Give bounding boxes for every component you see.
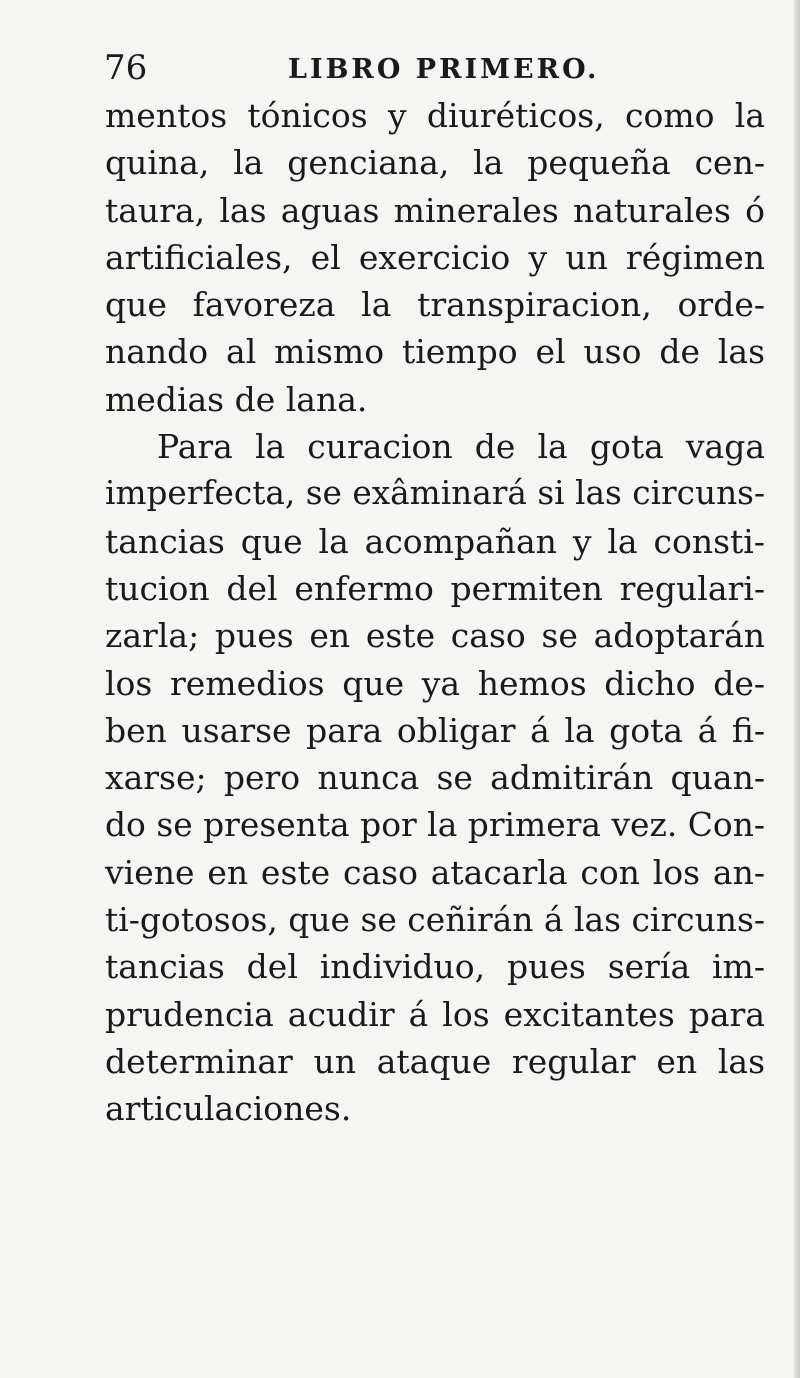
page-edge bbox=[794, 0, 800, 1378]
text-line: xarse; pero nunca se admitirán quan- bbox=[105, 758, 765, 798]
text-line: tancias del individuo, pues sería im- bbox=[105, 947, 765, 987]
text-line: artificiales, el exercicio y un régimen bbox=[105, 237, 765, 277]
paragraph-end-line: articulaciones. bbox=[105, 1089, 352, 1129]
text-line: zarla; pues en este caso se adoptarán bbox=[105, 616, 765, 656]
text-line: do se presenta por la primera vez. Con- bbox=[105, 805, 765, 845]
page-header bbox=[104, 46, 704, 90]
paragraph-end-line: medias de lana. bbox=[105, 379, 368, 419]
text-line: tancias que la acompañan y la consti- bbox=[105, 521, 765, 561]
text-line: taura, las aguas minerales naturales ó bbox=[105, 190, 765, 230]
text-line: mentos tónicos y diuréticos, como la bbox=[105, 96, 765, 135]
text-line: imperfecta, se exâminará si las circuns- bbox=[105, 474, 765, 513]
paragraph-first-line: Para la curacion de la gota vaga bbox=[157, 427, 765, 467]
text-line: que favoreza la transpiracion, orde- bbox=[105, 285, 765, 325]
text-line: ti-gotosos, que se ceñirán á las circuns- bbox=[105, 900, 765, 940]
text-line: tucion del enfermo permiten regulari- bbox=[105, 568, 765, 608]
text-line: determinar un ataque regular en las bbox=[105, 1041, 765, 1081]
running-title: LIBRO PRIMERO. bbox=[288, 54, 600, 85]
text-line: quina, la genciana, la pequeña cen- bbox=[105, 143, 765, 183]
body-text bbox=[105, 92, 765, 1133]
page-number: 76 bbox=[104, 48, 148, 88]
text-line: ben usarse para obligar á la gota á fi- bbox=[105, 710, 765, 750]
text-line: viene en este caso atacarla con los an- bbox=[105, 852, 765, 892]
text-line: nando al mismo tiempo el uso de las bbox=[105, 332, 765, 372]
text-line: prudencia acudir á los excitantes para bbox=[105, 994, 765, 1034]
text-line: los remedios que ya hemos dicho de- bbox=[105, 663, 765, 703]
